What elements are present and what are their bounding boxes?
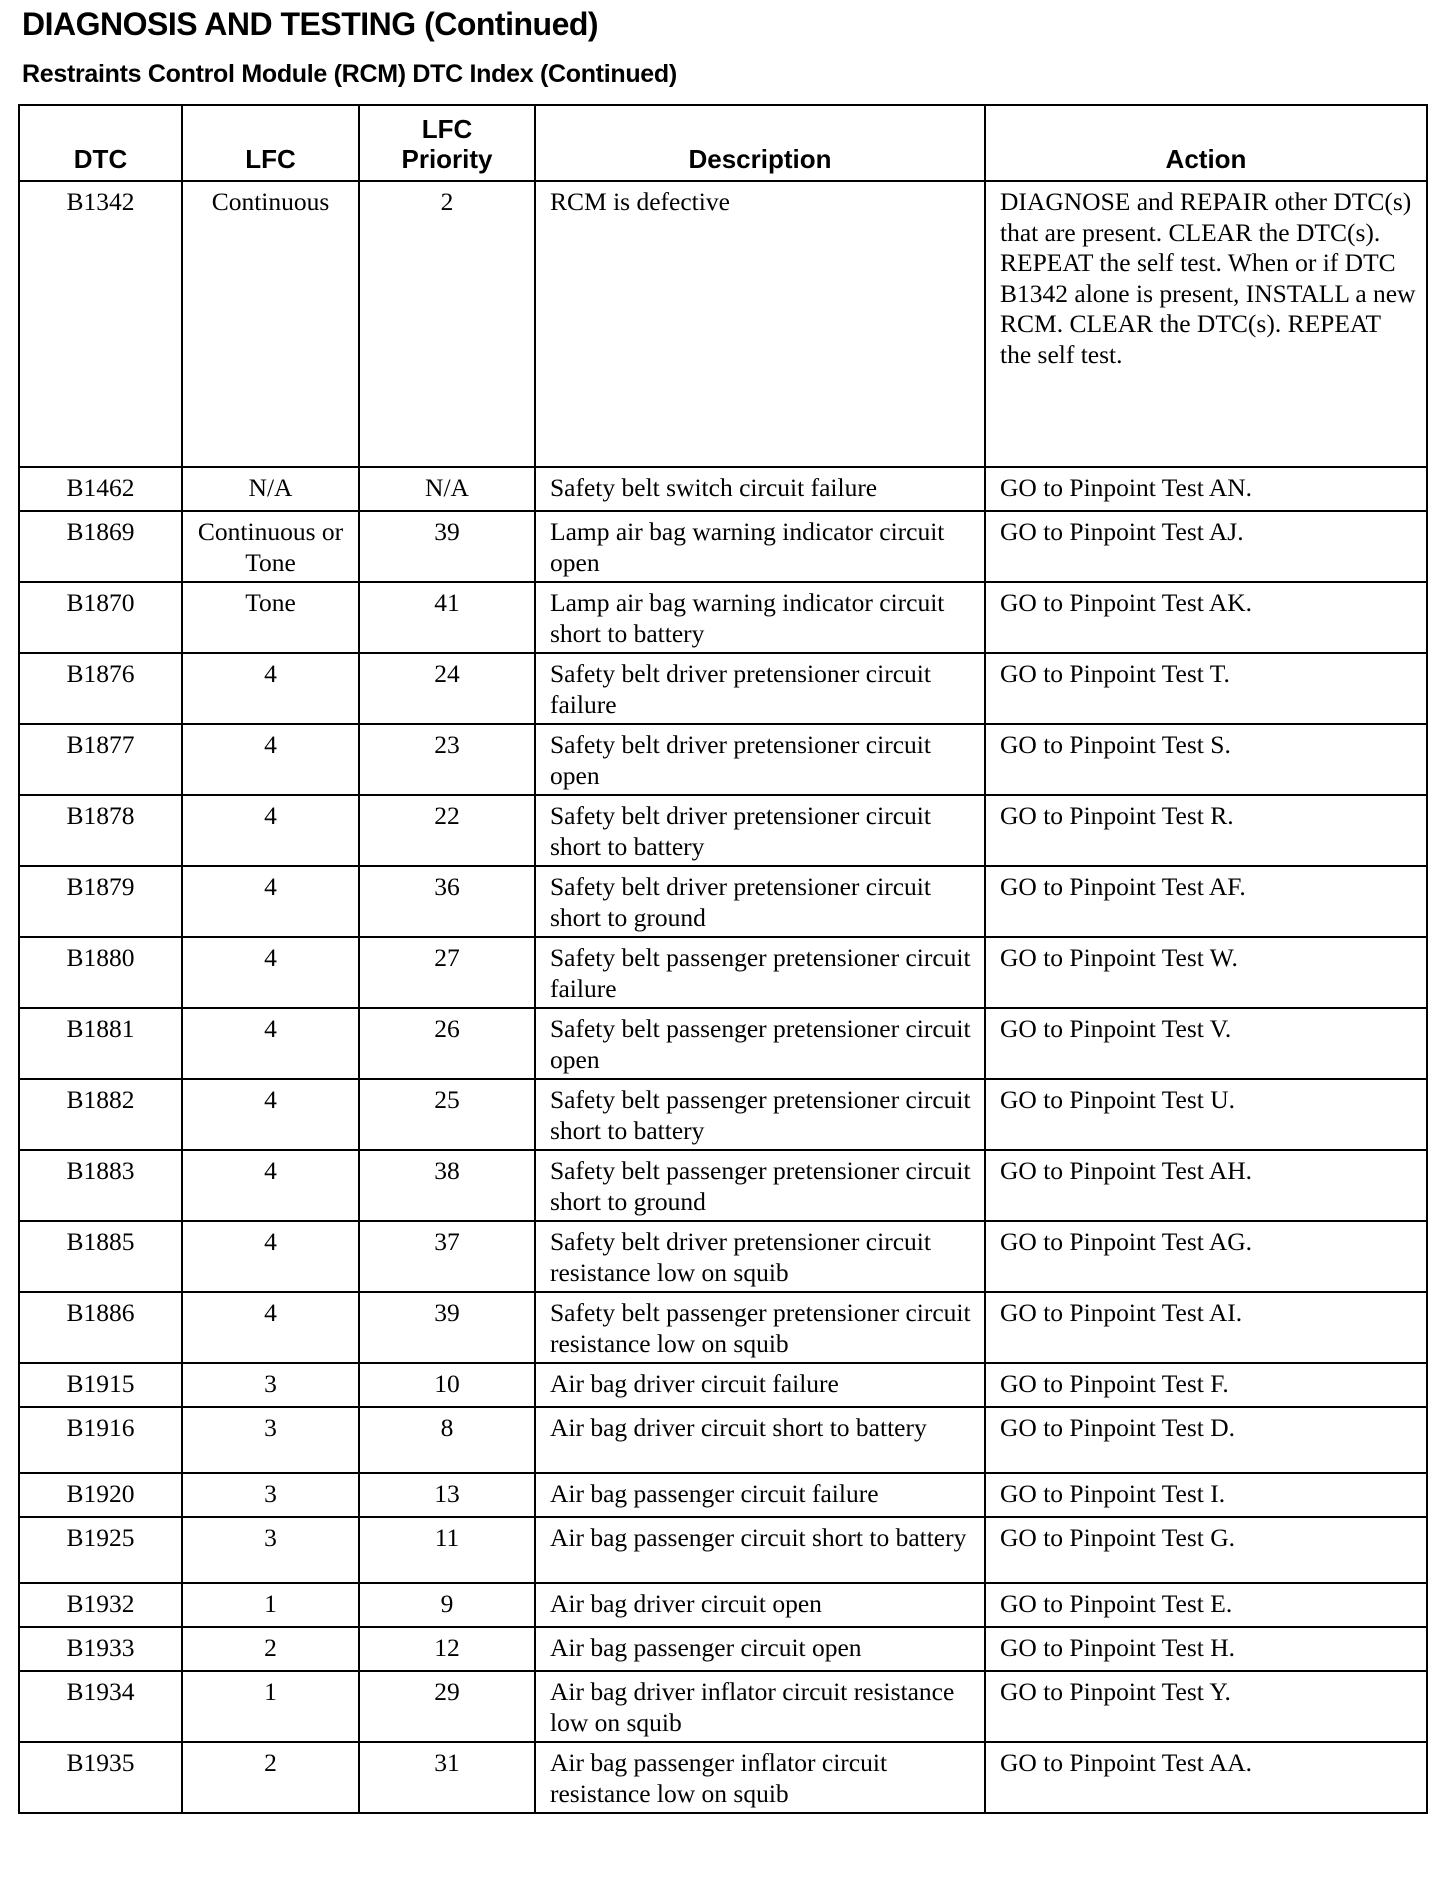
action: GO to Pinpoint Test D. [985,1407,1427,1473]
lfc-priority: 38 [359,1150,535,1221]
description: Air bag driver circuit failure [535,1363,985,1407]
action: GO to Pinpoint Test AK. [985,582,1427,653]
dtc-code: B1916 [19,1407,182,1473]
action: GO to Pinpoint Test AI. [985,1292,1427,1363]
column-header-dtc: DTC [19,105,182,181]
dtc-code: B1883 [19,1150,182,1221]
dtc-code: B1462 [19,467,182,511]
lfc-value: 4 [182,866,359,937]
action: GO to Pinpoint Test AF. [985,866,1427,937]
lfc-priority: 27 [359,937,535,1008]
table-row [19,795,1427,866]
lfc-value: 1 [182,1671,359,1742]
action: GO to Pinpoint Test S. [985,724,1427,795]
lfc-value: 2 [182,1742,359,1813]
dtc-code: B1915 [19,1363,182,1407]
action: GO to Pinpoint Test AA. [985,1742,1427,1813]
action: GO to Pinpoint Test F. [985,1363,1427,1407]
description: Air bag passenger circuit short to battery [535,1517,985,1583]
table-row [19,582,1427,653]
description: Safety belt driver pretensioner circuit short to ground [535,866,985,937]
lfc-value: 4 [182,1150,359,1221]
lfc-value: N/A [182,467,359,511]
lfc-value: 3 [182,1407,359,1473]
lfc-value: 4 [182,1008,359,1079]
table-title: Restraints Control Module (RCM) DTC Index (Continued) [22,60,677,88]
table-row [19,1671,1427,1742]
lfc-value: 3 [182,1473,359,1517]
description: RCM is defective [535,181,985,467]
table-row [19,1363,1427,1407]
column-header-lfc: LFC [182,105,359,181]
lfc-priority: 39 [359,1292,535,1363]
dtc-code: B1885 [19,1221,182,1292]
dtc-code: B1876 [19,653,182,724]
table-row [19,1292,1427,1363]
column-header-description: Description [535,105,985,181]
dtc-code: B1879 [19,866,182,937]
dtc-code: B1877 [19,724,182,795]
description: Safety belt driver pretensioner circuit failure [535,653,985,724]
lfc-priority: 22 [359,795,535,866]
lfc-value: Continuous or Tone [182,511,359,582]
column-header-lfc-priority-line2: Priority [401,144,493,174]
lfc-priority: 39 [359,511,535,582]
table-row [19,1473,1427,1517]
table-row [19,724,1427,795]
description: Air bag driver circuit open [535,1583,985,1627]
description: Lamp air bag warning indicator circuit open [535,511,985,582]
description: Air bag driver circuit short to battery [535,1407,985,1473]
table-row [19,511,1427,582]
description: Safety belt switch circuit failure [535,467,985,511]
lfc-priority: 23 [359,724,535,795]
action: GO to Pinpoint Test Y. [985,1671,1427,1742]
lfc-value: 4 [182,724,359,795]
table-row [19,866,1427,937]
lfc-value: 4 [182,1292,359,1363]
description: Safety belt driver pretensioner circuit resistance low on squib [535,1221,985,1292]
lfc-priority: 31 [359,1742,535,1813]
dtc-code: B1933 [19,1627,182,1671]
lfc-value: 4 [182,653,359,724]
table-row [19,1221,1427,1292]
description: Safety belt passenger pretensioner circuit short to battery [535,1079,985,1150]
lfc-priority: 29 [359,1671,535,1742]
lfc-priority: 9 [359,1583,535,1627]
lfc-value: 4 [182,795,359,866]
lfc-value: Continuous [182,181,359,467]
action: GO to Pinpoint Test E. [985,1583,1427,1627]
lfc-value: 2 [182,1627,359,1671]
dtc-code: B1878 [19,795,182,866]
lfc-value: Tone [182,582,359,653]
lfc-priority: 8 [359,1407,535,1473]
table-row [19,1742,1427,1813]
dtc-code: B1925 [19,1517,182,1583]
table-row [19,1079,1427,1150]
lfc-priority: 26 [359,1008,535,1079]
table-row [19,1008,1427,1079]
table-row [19,181,1427,467]
dtc-code: B1880 [19,937,182,1008]
dtc-code: B1935 [19,1742,182,1813]
column-header-action: Action [985,105,1427,181]
action: GO to Pinpoint Test AH. [985,1150,1427,1221]
table-row [19,1150,1427,1221]
table-row [19,1583,1427,1627]
description: Safety belt passenger pretensioner circuit short to ground [535,1150,985,1221]
action: GO to Pinpoint Test W. [985,937,1427,1008]
dtc-code: B1934 [19,1671,182,1742]
table-row [19,937,1427,1008]
table-row [19,467,1427,511]
lfc-value: 4 [182,1079,359,1150]
lfc-priority: 36 [359,866,535,937]
lfc-priority: 41 [359,582,535,653]
dtc-code: B1882 [19,1079,182,1150]
dtc-code: B1342 [19,181,182,467]
lfc-priority: 12 [359,1627,535,1671]
action: GO to Pinpoint Test H. [985,1627,1427,1671]
action: GO to Pinpoint Test AJ. [985,511,1427,582]
description: Air bag driver inflator circuit resistance low on squib [535,1671,985,1742]
description: Safety belt passenger pretensioner circuit open [535,1008,985,1079]
column-header-lfc-priority-line1: LFC [421,114,473,144]
description: Safety belt passenger pretensioner circuit failure [535,937,985,1008]
lfc-priority: 10 [359,1363,535,1407]
dtc-code: B1932 [19,1583,182,1627]
action: GO to Pinpoint Test U. [985,1079,1427,1150]
column-header-lfc-priority [359,105,535,181]
action: GO to Pinpoint Test AG. [985,1221,1427,1292]
lfc-priority: N/A [359,467,535,511]
dtc-index-table [18,104,1428,1814]
description: Safety belt driver pretensioner circuit open [535,724,985,795]
action: GO to Pinpoint Test I. [985,1473,1427,1517]
description: Safety belt passenger pretensioner circuit resistance low on squib [535,1292,985,1363]
table-row [19,653,1427,724]
description: Air bag passenger circuit open [535,1627,985,1671]
lfc-priority: 13 [359,1473,535,1517]
table-body [19,181,1427,1813]
dtc-code: B1920 [19,1473,182,1517]
description: Air bag passenger inflator circuit resistance low on squib [535,1742,985,1813]
lfc-value: 3 [182,1363,359,1407]
table-row [19,1627,1427,1671]
table-row [19,1517,1427,1583]
lfc-value: 4 [182,937,359,1008]
lfc-value: 4 [182,1221,359,1292]
lfc-priority: 37 [359,1221,535,1292]
action: GO to Pinpoint Test AN. [985,467,1427,511]
lfc-priority: 11 [359,1517,535,1583]
action: DIAGNOSE and REPAIR other DTC(s) that are present. CLEAR the DTC(s). REPEAT the self test. When or if DTC B1342 alone is present, INSTALL a new RCM. CLEAR the DTC(s). REPEAT the self test. [985,181,1427,467]
lfc-value: 3 [182,1517,359,1583]
table-row [19,1407,1427,1473]
action: GO to Pinpoint Test V. [985,1008,1427,1079]
page-title: DIAGNOSIS AND TESTING (Continued) [22,6,599,42]
action: GO to Pinpoint Test G. [985,1517,1427,1583]
lfc-priority: 25 [359,1079,535,1150]
lfc-priority: 24 [359,653,535,724]
dtc-code: B1869 [19,511,182,582]
dtc-code: B1870 [19,582,182,653]
lfc-priority: 2 [359,181,535,467]
action: GO to Pinpoint Test T. [985,653,1427,724]
dtc-code: B1886 [19,1292,182,1363]
description: Lamp air bag warning indicator circuit short to battery [535,582,985,653]
action: GO to Pinpoint Test R. [985,795,1427,866]
dtc-code: B1881 [19,1008,182,1079]
table-header-row [19,105,1427,181]
description: Safety belt driver pretensioner circuit short to battery [535,795,985,866]
description: Air bag passenger circuit failure [535,1473,985,1517]
lfc-value: 1 [182,1583,359,1627]
